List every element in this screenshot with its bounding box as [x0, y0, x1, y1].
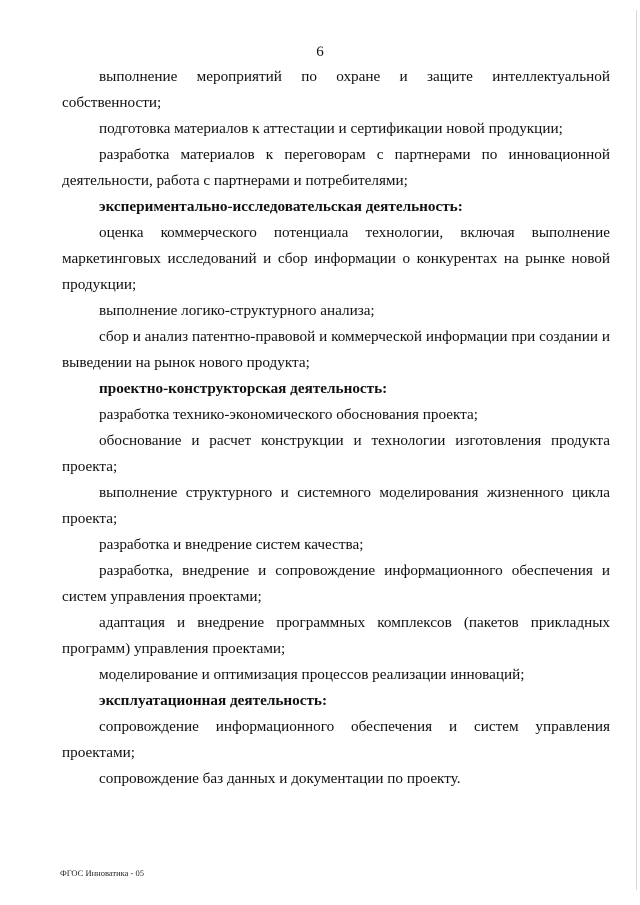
page-number: 6 — [316, 44, 324, 60]
list-item: адаптация и внедрение программных комплексов (пакетов прикладных программ) управления проектами; — [62, 614, 610, 657]
section-heading-design: проектно-конструкторская деятельность: — [99, 380, 388, 397]
list-item: сопровождение информационного обеспечения и систем управления проектами; — [62, 718, 610, 761]
list-item: разработка технико-экономического обоснования проекта; — [99, 406, 478, 423]
list-item: выполнение структурного и системного моделирования жизненного цикла проекта; — [62, 484, 610, 527]
list-item: подготовка материалов к аттестации и сертификации новой продукции; — [99, 120, 563, 137]
list-item: оценка коммерческого потенциала технологии, включая выполнение маркетинговых исследований и сбор информации о конкурентах на рынке новой продукции; — [62, 224, 610, 293]
page-footer: ФГОС Инноватика - 05 — [60, 868, 145, 878]
list-item: разработка, внедрение и сопровождение информационного обеспечения и систем управления проектами; — [62, 562, 610, 605]
list-item: обоснование и расчет конструкции и технологии изготовления продукта проекта; — [62, 432, 610, 475]
list-item: выполнение логико-структурного анализа; — [99, 302, 375, 319]
list-item: разработка и внедрение систем качества; — [99, 536, 364, 553]
document-body — [62, 64, 610, 792]
list-item: моделирование и оптимизация процессов реализации инноваций; — [99, 666, 525, 683]
list-item: сопровождение баз данных и документации по проекту. — [99, 770, 461, 787]
list-item: выполнение мероприятий по охране и защите интеллектуальной собственности; — [62, 68, 610, 111]
section-heading-experimental: экспериментально-исследовательская деятельность: — [99, 198, 463, 215]
list-item: разработка материалов к переговорам с партнерами по инновационной деятельности, работа с партнерами и потребителями; — [62, 146, 610, 189]
scan-edge-divider — [636, 10, 637, 890]
section-heading-operational: эксплуатационная деятельность: — [99, 692, 328, 709]
list-item: сбор и анализ патентно-правовой и коммерческой информации при создании и выведении на рынок нового продукта; — [62, 328, 610, 371]
